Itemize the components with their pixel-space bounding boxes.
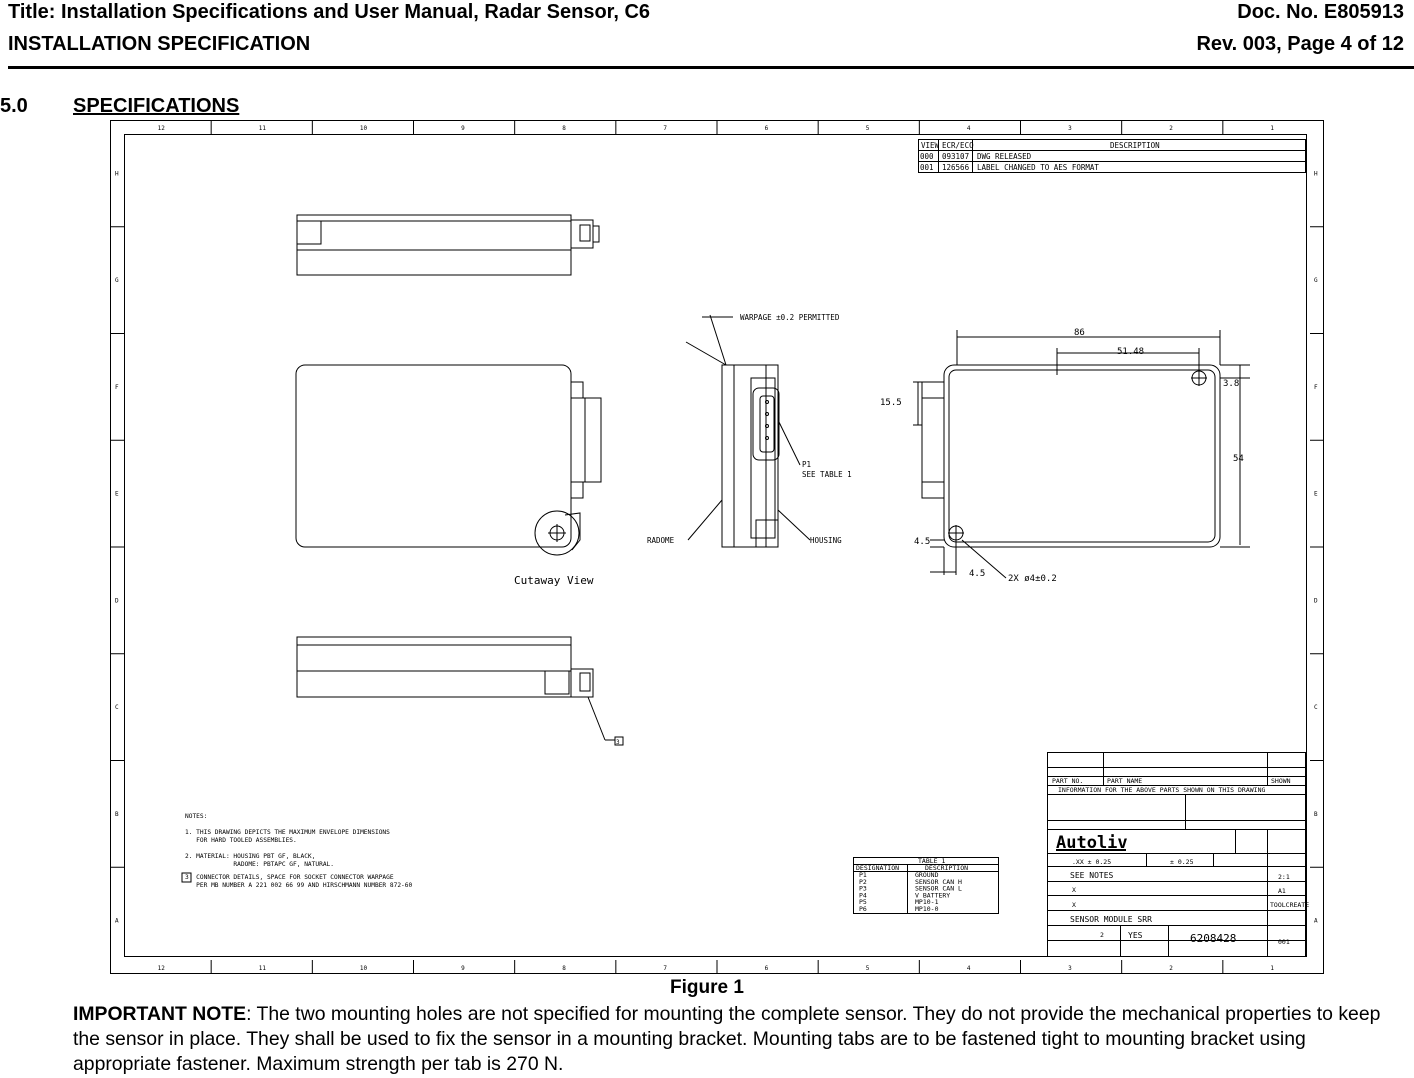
rev-row-view: 000 [920, 152, 934, 161]
zone-row-label: B [1314, 810, 1318, 818]
dim-width: 86 [1074, 328, 1085, 338]
zone-row-label: B [115, 810, 119, 818]
table1-cell: P2 [859, 877, 867, 886]
zone-column-label: 7 [663, 125, 668, 132]
tb-yes: YES [1128, 931, 1143, 940]
tb-name: SENSOR MODULE SRR [1070, 915, 1152, 924]
zone-row-label: G [1314, 277, 1318, 285]
zone-column-label: 6 [764, 965, 769, 972]
zone-column-label: 10 [359, 965, 368, 972]
notes-title: NOTES: [185, 813, 208, 820]
table1-title: TABLE 1 [918, 857, 946, 865]
top-view [297, 215, 599, 275]
zone-column-label: 12 [157, 125, 165, 132]
revision-page: Rev. 003, Page 4 of 12 [1196, 33, 1404, 55]
zone-row-label: F [115, 383, 119, 391]
rev-row-view: 001 [920, 163, 934, 172]
zone-row-label: H [115, 170, 119, 178]
zone-column-label: 2 [1169, 125, 1173, 132]
zone-column-label: 9 [461, 965, 465, 972]
dim-small-right: 3.8 [1223, 379, 1240, 389]
table1-header: DESCRIPTION [925, 864, 969, 872]
zone-row-label: H [1314, 170, 1318, 178]
drawing-notes [182, 813, 413, 889]
zone-column-label: 7 [663, 965, 668, 972]
document-title: Title: Installation Specifications and User Manual, Radar Sensor, C6 [8, 1, 651, 23]
table1-cell: GROUND [915, 871, 939, 879]
cutaway-view [296, 365, 601, 555]
table-1 [853, 857, 999, 914]
zone-row-label: D [1314, 597, 1318, 605]
tb-scale: 2:1 [1278, 873, 1290, 881]
tb-info: INFORMATION FOR THE ABOVE PARTS SHOWN ON THIS DRAWING [1058, 786, 1266, 794]
zone-column-label: 1 [1270, 125, 1275, 132]
revision-table [918, 139, 1306, 173]
important-note-text: : The two mounting holes are not specified for mounting the complete sensor. They do not provide the mechanical properties to keep the sensor in place. They shall be used to fix the sensor in a mounting bracket. Mounting tabs are to be fastened tight to mounting bracket using appropriate fastener. Maximum strength per tab is 270 N. [73, 1003, 1381, 1075]
title-block [1047, 752, 1309, 957]
end-view [686, 315, 810, 547]
zone-row-label: F [1314, 383, 1318, 391]
zone-row-label: E [115, 490, 119, 498]
zone-column-label: 8 [562, 965, 566, 972]
tb-part-name: PART NAME [1107, 777, 1143, 785]
zone-column-label: 1 [1270, 965, 1275, 972]
zone-row-label: C [1314, 704, 1318, 712]
rev-header-ecr: ECR/ECO [942, 141, 974, 150]
zone-column-label: 4 [966, 965, 971, 972]
tb-ref-x2: X [1072, 901, 1076, 909]
table1-cell: P4 [859, 891, 867, 900]
tb-tol1: .XX ± 0.25 [1072, 858, 1112, 866]
note-line: 2. MATERIAL: HOUSING PBT GF, BLACK, [185, 853, 316, 860]
tb-revision: 001 [1278, 938, 1290, 946]
note-line: 1. THIS DRAWING DEPICTS THE MAXIMUM ENVELOPE DIMENSIONS [185, 829, 390, 836]
important-note [73, 1002, 1403, 1077]
note-line: RADOME: PBTAPC GF, NATURAL. [185, 861, 335, 868]
note-line: PER MB NUMBER A 221 002 66 99 AND HIRSCHMANN NUMBER 872-60 [185, 882, 413, 889]
zone-row-label: D [115, 597, 119, 605]
tb-class: 2 [1100, 931, 1104, 939]
bottom-view [297, 637, 623, 745]
table1-cell: SENSOR CAN H [915, 877, 962, 886]
tb-size: A1 [1278, 887, 1286, 895]
tb-shown: SHOWN [1271, 777, 1291, 785]
table1-cell: SENSOR CAN L [915, 884, 962, 893]
table1-cell: V BATTERY [915, 891, 951, 900]
header-rule [8, 66, 1414, 69]
radome-callout: RADOME [647, 536, 675, 545]
table1-cell: P6 [859, 905, 867, 913]
zone-column-label: 3 [1068, 125, 1072, 132]
engineering-drawing [110, 120, 1324, 974]
note-flag: 3 [616, 739, 620, 746]
dim-left-offset: 4.5 [914, 537, 931, 547]
zone-column-label: 11 [258, 125, 266, 132]
section-number: 5.0 [0, 95, 28, 117]
zone-column-label: 11 [258, 965, 266, 972]
zone-row-label: E [1314, 490, 1318, 498]
dim-holes: 2X ø4±0.2 [1008, 574, 1057, 584]
dim-bottom-offset: 4.5 [969, 569, 986, 579]
table1-cell: P3 [859, 884, 867, 893]
zone-column-label: 5 [865, 125, 870, 132]
tb-see-notes: SEE NOTES [1070, 871, 1114, 880]
zone-row-label: C [115, 704, 119, 712]
zone-row-label: G [115, 277, 119, 285]
zone-column-label: 2 [1169, 965, 1173, 972]
tb-ref-x1: X [1072, 886, 1076, 894]
document-number: Doc. No. E805913 [1237, 1, 1404, 23]
dim-connector: 15.5 [880, 398, 902, 408]
rev-header-desc: DESCRIPTION [1110, 141, 1160, 150]
table1-header: DESIGNATION [856, 864, 900, 872]
rev-header-view: VIEW [921, 141, 940, 150]
dim-height: 54 [1233, 454, 1244, 464]
note-line: 3 CONNECTOR DETAILS, SPACE FOR SOCKET CONNECTOR WARPAGE [185, 874, 394, 881]
tb-part-no: PART NO. [1052, 777, 1084, 785]
housing-callout: HOUSING [810, 536, 842, 545]
table1-cell: P5 [859, 898, 867, 907]
zone-row-label: A [1314, 917, 1318, 925]
see-table-callout: SEE TABLE 1 [802, 470, 852, 479]
rev-row-ecr: 126566 [942, 163, 970, 172]
zone-column-label: 5 [865, 965, 870, 972]
rev-row-desc: DWG RELEASED [977, 152, 1032, 161]
warpage-callout: WARPAGE ±0.2 PERMITTED [740, 313, 840, 322]
rev-row-ecr: 093107 [942, 152, 970, 161]
rev-row-desc: LABEL CHANGED TO AES FORMAT [977, 163, 1099, 172]
zone-column-label: 3 [1068, 965, 1072, 972]
p1-callout: P1 [802, 460, 812, 469]
important-note-label: IMPORTANT NOTE [73, 1003, 247, 1025]
note-line: FOR HARD TOOLED ASSEMBLIES. [185, 837, 297, 844]
document-subtitle: INSTALLATION SPECIFICATION [8, 33, 311, 55]
zone-column-label: 8 [562, 125, 566, 132]
table1-cell: MP10-1 [915, 898, 939, 907]
zone-column-label: 10 [359, 125, 368, 132]
table1-cell: MP10-0 [915, 905, 939, 913]
tb-drawing-no: 6208428 [1190, 932, 1237, 945]
dim-hole-offset: 51.48 [1117, 347, 1145, 357]
autoliv-logo: Autoliv [1056, 833, 1128, 853]
tb-tol2: ± 0.25 [1170, 858, 1194, 866]
zone-column-label: 6 [764, 125, 769, 132]
section-title: SPECIFICATIONS [73, 95, 240, 117]
zone-column-label: 9 [461, 125, 465, 132]
figure-caption: Figure 1 [670, 977, 744, 998]
zone-column-label: 4 [966, 125, 971, 132]
front-view [913, 330, 1250, 578]
zone-column-label: 12 [157, 965, 165, 972]
table1-cell: P1 [859, 871, 867, 879]
zone-row-label: A [115, 917, 119, 925]
tb-tool: TOOLCREATE [1270, 901, 1310, 909]
cutaway-label: Cutaway View [514, 574, 594, 587]
